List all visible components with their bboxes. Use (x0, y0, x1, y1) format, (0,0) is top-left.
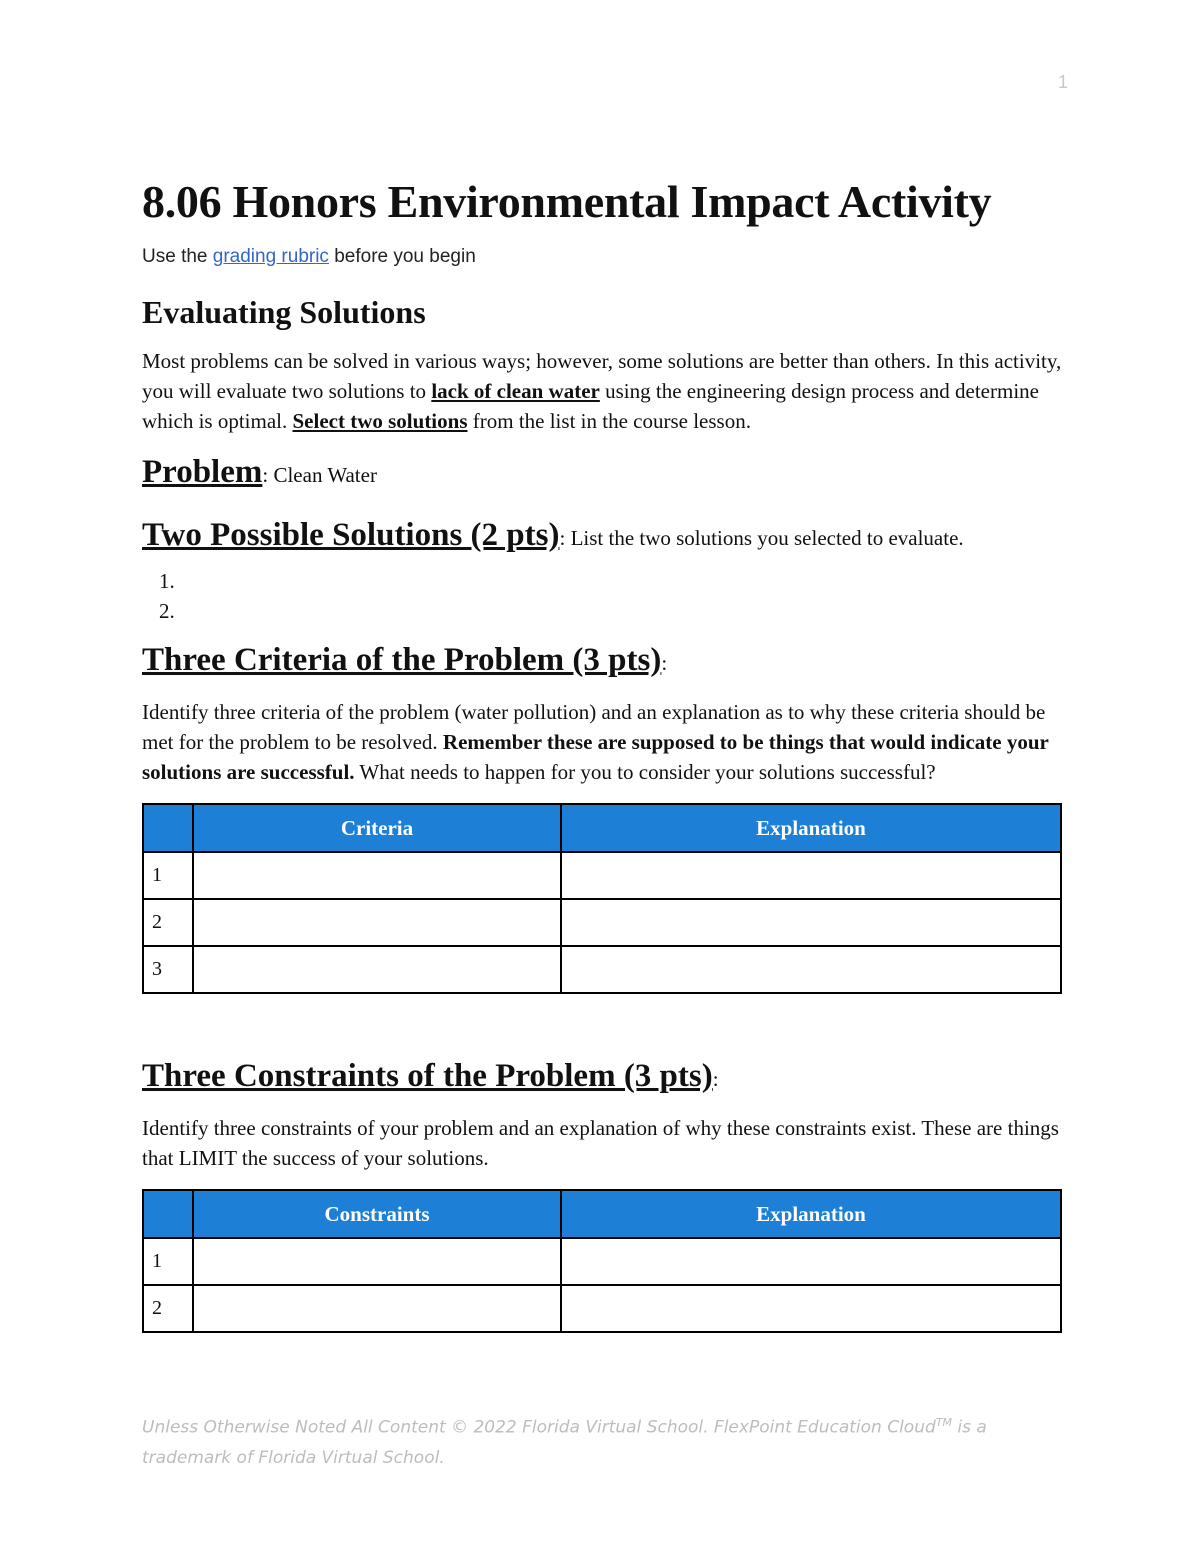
explanation-cell[interactable] (561, 1285, 1061, 1332)
constraints-colon: : (712, 1067, 719, 1091)
constraints-header-constraints: Constraints (193, 1190, 561, 1238)
criteria-text-1: Identify three criteria of the problem (water pollution) and an explanation as to why these criteria should be met for the problem to be resolved. (142, 700, 1046, 754)
criteria-row-number: 2 (143, 899, 193, 946)
criteria-row-number: 1 (143, 852, 193, 899)
criteria-table (142, 803, 1062, 994)
explanation-cell[interactable] (561, 899, 1061, 946)
constraint-cell[interactable] (193, 1285, 561, 1332)
solutions-line (142, 515, 1062, 558)
trademark-mark: TM (935, 1416, 952, 1429)
constraint-cell[interactable] (193, 1238, 561, 1285)
criteria-paragraph (142, 697, 1062, 787)
grading-rubric-link[interactable]: grading rubric (212, 246, 329, 267)
criteria-colon: : (661, 651, 668, 675)
copyright-footer (142, 1408, 1042, 1473)
intro-line (142, 244, 1062, 270)
footer-text-1: Unless Otherwise Noted All Content © 2022 Florida Virtual School. FlexPoint Education Cloud (142, 1417, 936, 1438)
intro-text-after: before you begin (328, 246, 476, 267)
page-title: 8.06 Honors Environmental Impact Activity (142, 176, 992, 227)
criteria-header-criteria: Criteria (193, 804, 561, 852)
evaluating-paragraph (142, 346, 1062, 436)
constraints-row-number: 1 (143, 1238, 193, 1285)
constraints-header-explanation: Explanation (561, 1190, 1061, 1238)
solutions-colon: : (559, 526, 571, 550)
problem-line (142, 452, 1062, 495)
footer-text-2: is a trademark of Florida Virtual School. (142, 1417, 987, 1468)
table-row (143, 1238, 1061, 1285)
criteria-header-explanation: Explanation (561, 804, 1061, 852)
criteria-text-2: What needs to happen for you to consider your solutions successful? (354, 760, 936, 784)
criteria-header-number (143, 804, 193, 852)
evaluating-text-1: Most problems can be solved in various ways; however, some solutions are better than others. In this activity, you will evaluate two solutions to (142, 349, 1062, 403)
criteria-cell[interactable] (193, 899, 561, 946)
lack-of-clean-water-emphasis: lack of clean water (431, 379, 600, 403)
constraints-heading-line (142, 1056, 1062, 1099)
page-number: 1 (1058, 72, 1069, 92)
document-body (142, 176, 1062, 1333)
criteria-cell[interactable] (193, 946, 561, 993)
criteria-header-row (143, 804, 1061, 852)
evaluating-text-3: from the list in the course lesson. (467, 409, 751, 433)
explanation-cell[interactable] (561, 852, 1061, 899)
evaluating-text-2: using the engineering design process and determine which is optimal. (142, 379, 1039, 433)
constraints-table (142, 1189, 1062, 1333)
table-row (143, 1285, 1061, 1332)
problem-colon: : (262, 463, 274, 487)
solutions-label: Two Possible Solutions (2 pts) (142, 517, 560, 553)
intro-text-before: Use the (142, 246, 213, 267)
solution-item-1[interactable] (180, 566, 1062, 596)
table-row (143, 946, 1061, 993)
criteria-emphasis: Remember these are supposed to be things that would indicate your solutions are successful. (142, 730, 1049, 784)
criteria-label: Three Criteria of the Problem (3 pts) (142, 642, 662, 678)
constraints-header-number (143, 1190, 193, 1238)
problem-label: Problem (142, 454, 263, 490)
solutions-list (142, 566, 1062, 626)
problem-value: Clean Water (273, 463, 377, 487)
explanation-cell[interactable] (561, 946, 1061, 993)
evaluating-solutions-heading: Evaluating Solutions (142, 294, 426, 330)
constraints-header-row (143, 1190, 1061, 1238)
criteria-cell[interactable] (193, 852, 561, 899)
solutions-instruction: List the two solutions you selected to evaluate. (570, 526, 964, 550)
criteria-heading-line (142, 640, 1062, 683)
criteria-row-number: 3 (143, 946, 193, 993)
constraints-label: Three Constraints of the Problem (3 pts) (142, 1058, 713, 1094)
constraints-row-number: 2 (143, 1285, 193, 1332)
constraints-paragraph: Identify three constraints of your problem and an explanation of why these constraints exist. These are things that LIMIT the success of your solutions. (142, 1116, 1059, 1170)
solution-item-2[interactable] (180, 596, 1062, 626)
table-row (143, 899, 1061, 946)
select-two-solutions-emphasis: Select two solutions (292, 409, 468, 433)
table-row (143, 852, 1061, 899)
explanation-cell[interactable] (561, 1238, 1061, 1285)
